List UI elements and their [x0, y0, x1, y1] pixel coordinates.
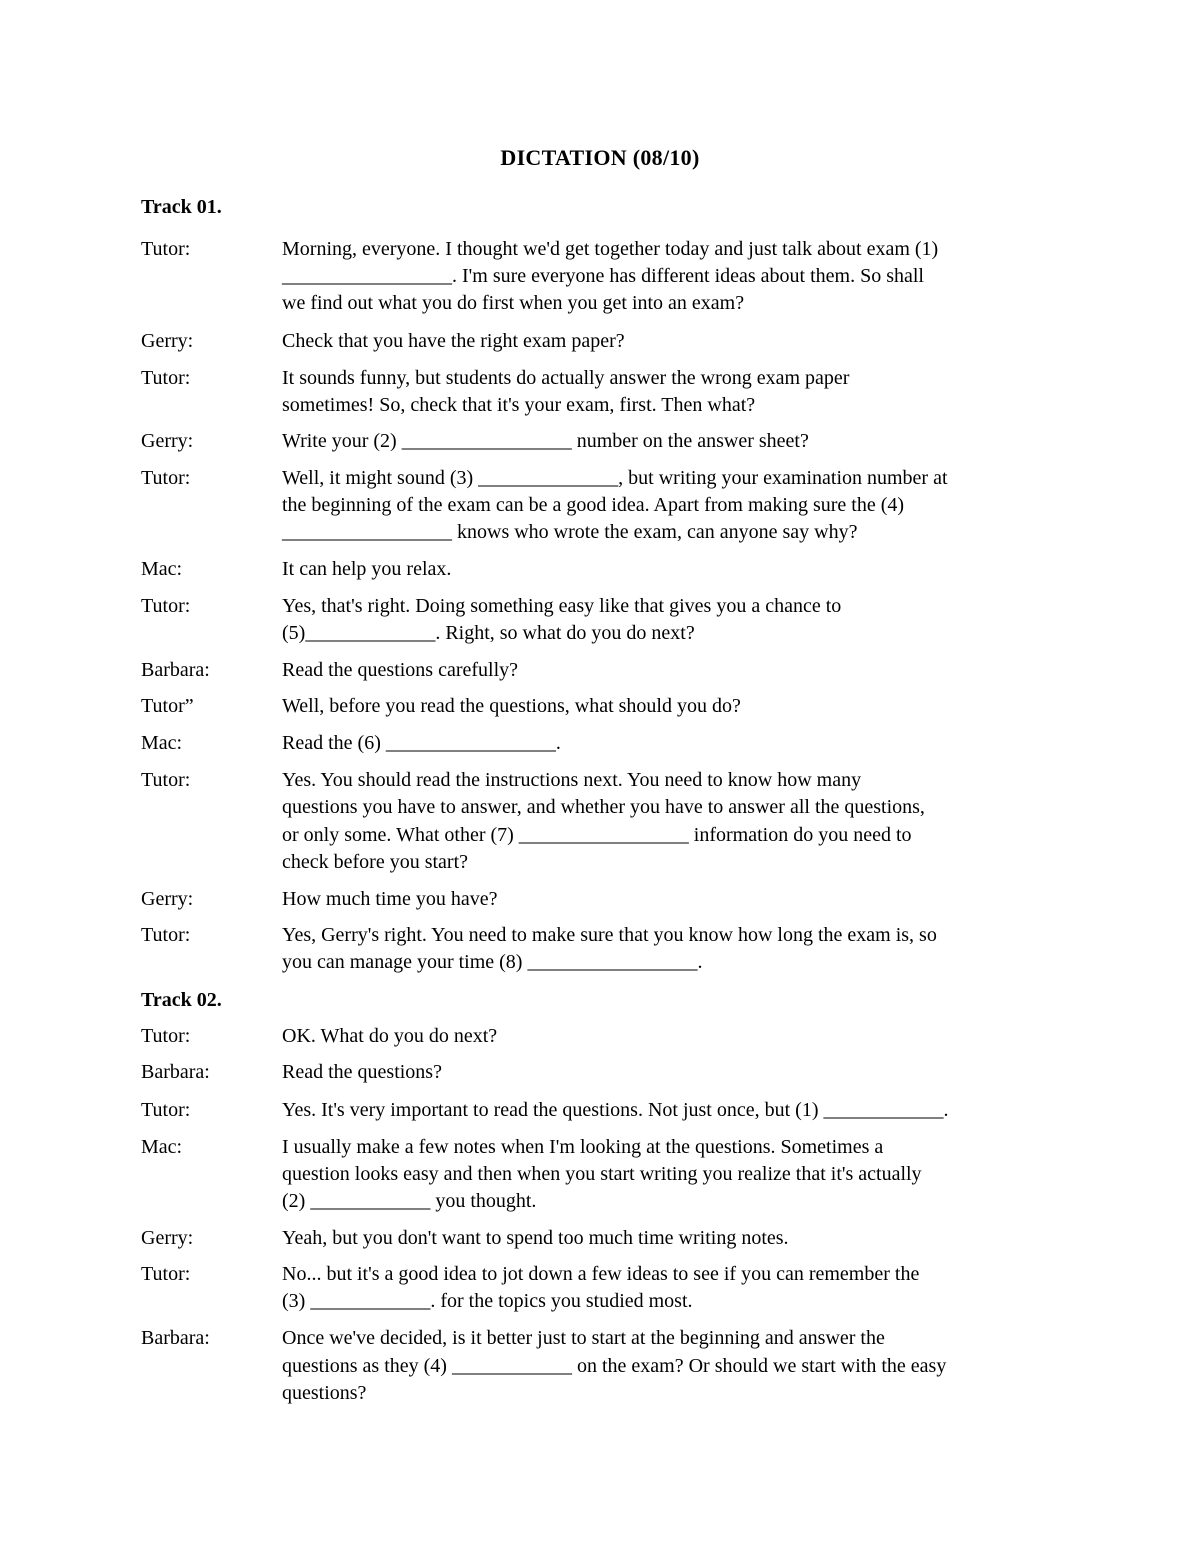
dialogue-text: Well, it might sound (3) ______________, but writing your examination number at: [282, 467, 948, 489]
dialogue-text: I usually make a few notes when I'm looking at the questions. Sometimes a: [282, 1136, 884, 1158]
dialogue-text: Read the questions?: [282, 1061, 442, 1083]
dialogue-text: Once we've decided, is it better just to start at the beginning and answer the: [282, 1327, 885, 1349]
dialogue-text: question looks easy and then when you start writing you realize that it's actually: [282, 1163, 922, 1185]
dialogue-text: Yes. You should read the instructions next. You need to know how many: [282, 769, 862, 791]
dialogue-text: the beginning of the exam can be a good idea. Apart from making sure the (4): [282, 494, 905, 516]
speaker-label: Tutor”: [141, 695, 194, 717]
dialogue-text: Yes, that's right. Doing something easy like that gives you a chance to: [282, 595, 842, 617]
dialogue-text: Yeah, but you don't want to spend too much time writing notes.: [282, 1227, 789, 1249]
speaker-label: Mac:: [141, 1136, 183, 1158]
dialogue-text: It sounds funny, but students do actually answer the wrong exam paper: [282, 367, 850, 389]
speaker-label: Barbara:: [141, 1061, 210, 1083]
dialogue-text: It can help you relax.: [282, 558, 452, 580]
dialogue-text: or only some. What other (7) _________________ information do you need to: [282, 824, 912, 846]
dialogue-text: Yes, Gerry's right. You need to make sure that you know how long the exam is, so: [282, 924, 937, 946]
track-01-heading: Track 01.: [141, 196, 222, 218]
dialogue-text: you can manage your time (8) _________________.: [282, 951, 703, 973]
dialogue-text: Read the questions carefully?: [282, 659, 519, 681]
dialogue-text: OK. What do you do next?: [282, 1025, 498, 1047]
dialogue-text: (3) ____________. for the topics you studied most.: [282, 1290, 693, 1312]
speaker-label: Mac:: [141, 558, 183, 580]
speaker-label: Tutor:: [141, 924, 191, 946]
dialogue-text: Write your (2) _________________ number on the answer sheet?: [282, 430, 809, 452]
dialogue-text: questions you have to answer, and whether you have to answer all the questions,: [282, 796, 925, 818]
dialogue-text: How much time you have?: [282, 888, 498, 910]
speaker-label: Tutor:: [141, 1025, 191, 1047]
dialogue-text: questions?: [282, 1382, 367, 1404]
speaker-label: Tutor:: [141, 769, 191, 791]
speaker-label: Mac:: [141, 732, 183, 754]
speaker-label: Tutor:: [141, 595, 191, 617]
speaker-label: Gerry:: [141, 330, 194, 352]
track-02-heading: Track 02.: [141, 989, 222, 1011]
speaker-label: Tutor:: [141, 238, 191, 260]
dialogue-text: Check that you have the right exam paper?: [282, 330, 625, 352]
dialogue-text: (2) ____________ you thought.: [282, 1190, 537, 1212]
speaker-label: Tutor:: [141, 1263, 191, 1285]
speaker-label: Gerry:: [141, 1227, 194, 1249]
speaker-label: Tutor:: [141, 1099, 191, 1121]
dialogue-text: we find out what you do first when you get into an exam?: [282, 292, 745, 314]
dialogue-text: _________________. I'm sure everyone has different ideas about them. So shall: [282, 265, 924, 287]
dialogue-text: Well, before you read the questions, what should you do?: [282, 695, 741, 717]
dialogue-text: No... but it's a good idea to jot down a few ideas to see if you can remember the: [282, 1263, 920, 1285]
dialogue-text: _________________ knows who wrote the exam, can anyone say why?: [282, 521, 858, 543]
dialogue-text: Yes. It's very important to read the questions. Not just once, but (1) ____________.: [282, 1099, 949, 1121]
speaker-label: Tutor:: [141, 467, 191, 489]
document-title: DICTATION (08/10): [500, 145, 700, 170]
speaker-label: Barbara:: [141, 659, 210, 681]
speaker-label: Barbara:: [141, 1327, 210, 1349]
dialogue-text: questions as they (4) ____________ on the exam? Or should we start with the easy: [282, 1355, 947, 1377]
speaker-label: Gerry:: [141, 888, 194, 910]
dialogue-text: sometimes! So, check that it's your exam, first. Then what?: [282, 394, 756, 416]
dialogue-text: check before you start?: [282, 851, 469, 873]
speaker-label: Gerry:: [141, 430, 194, 452]
dialogue-text: Morning, everyone. I thought we'd get together today and just talk about exam (1): [282, 238, 939, 260]
dialogue-text: (5)_____________. Right, so what do you do next?: [282, 622, 695, 644]
dialogue-text: Read the (6) _________________.: [282, 732, 561, 754]
speaker-label: Tutor:: [141, 367, 191, 389]
